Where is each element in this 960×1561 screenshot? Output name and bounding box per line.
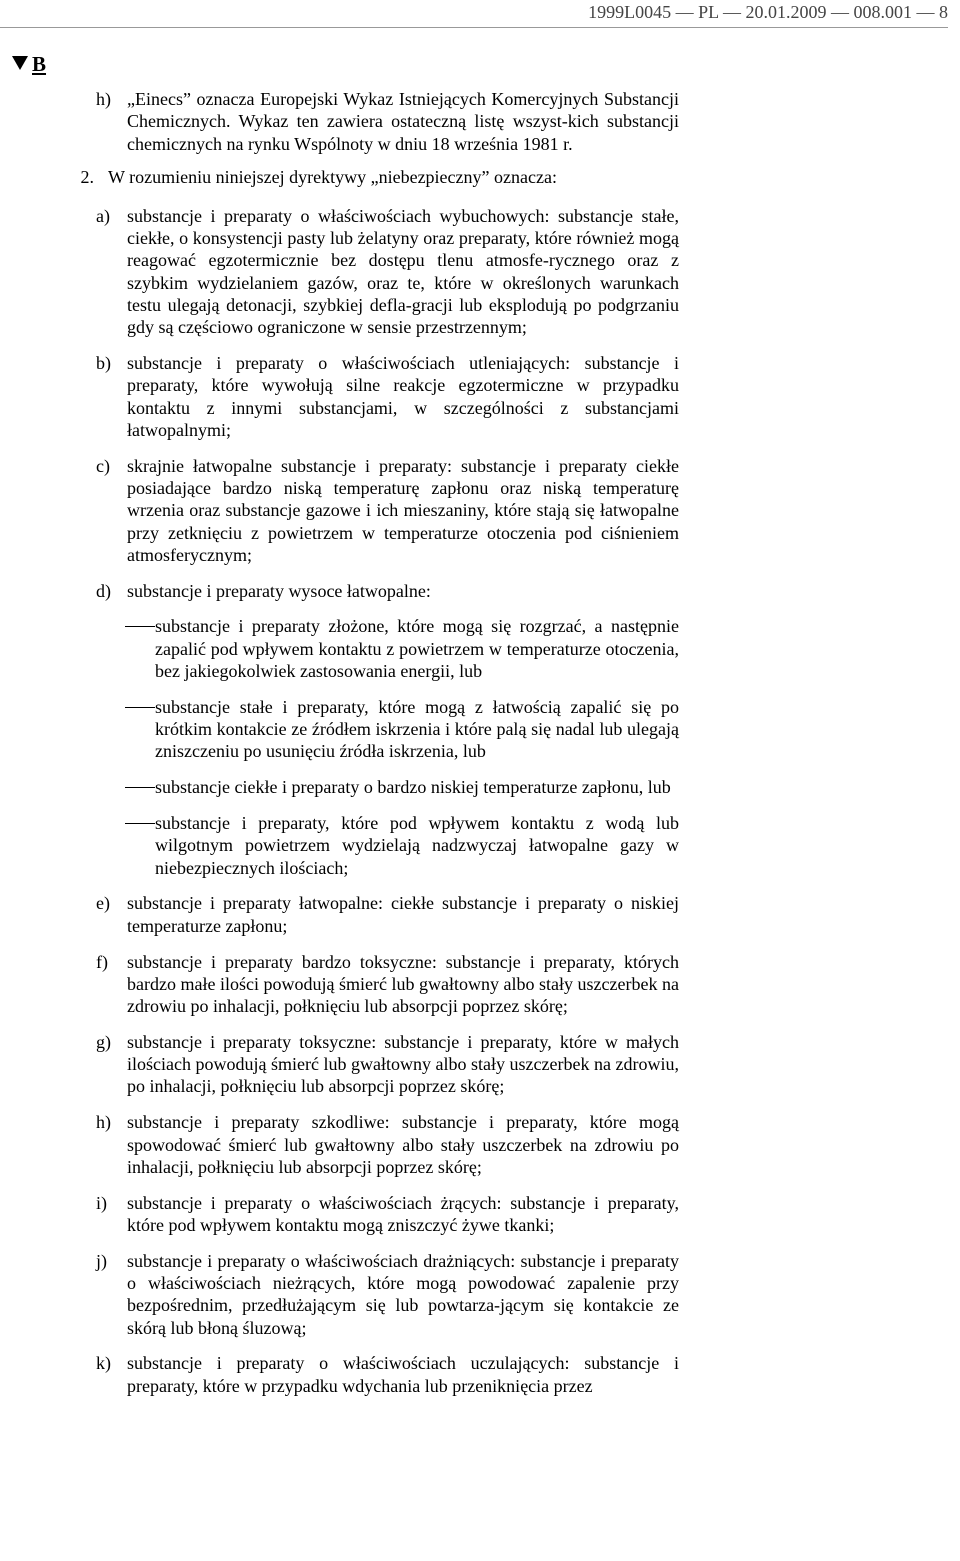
- item-label: i): [96, 1192, 107, 1213]
- definition-item: [96, 352, 679, 441]
- item-label: e): [96, 893, 110, 914]
- item-label: g): [96, 1031, 111, 1052]
- definition-item: [96, 1352, 679, 1397]
- item-text: substancje i preparaty łatwopalne: ciekłe substancje i preparaty o niskiej temperaturze zapłonu;: [127, 893, 679, 936]
- item-label: a): [96, 205, 110, 226]
- definition-item: [96, 580, 679, 602]
- definition-item: [96, 88, 679, 155]
- definition-item: [96, 1250, 679, 1339]
- item-text: substancje i preparaty o właściwościach uczulających: substancje i preparaty, które w przypadku wdychania lub przeniknięcia przez: [127, 1353, 679, 1396]
- section-heading: [48, 166, 679, 188]
- item-text: skrajnie łatwopalne substancje i preparaty: substancje i preparaty ciekłe posiadające bardzo niską temperaturę zapłonu oraz niską temperaturę wrzenia oraz substancje gazowe i ich mieszaniny, które stają się łatwopalne przy zetknięciu z powietrzem w temperaturze otoczenia pod ciśnieniem atmosferycznym;: [127, 455, 679, 565]
- item-text: substancje i preparaty o właściwościach utleniających: substancje i preparaty, które wywołują silne reakcje egzotermiczne w przypadku kontaktu z innymi substancjami, w szczególności z substancjami łatwopalnymi;: [127, 352, 679, 440]
- dash-item: [125, 812, 679, 879]
- definition-item: [96, 205, 679, 339]
- definition-item: [96, 892, 679, 937]
- document-reference: 1999L0045 — PL — 20.01.2009 — 008.001 — 8: [588, 2, 948, 22]
- item-label: k): [96, 1353, 111, 1374]
- item-label: h): [96, 89, 111, 109]
- em-dash: [125, 787, 155, 788]
- item-label: c): [96, 455, 110, 476]
- document-header: [0, 2, 948, 28]
- item-label: f): [96, 951, 108, 972]
- em-dash: [125, 823, 155, 824]
- definition-item: [96, 455, 679, 566]
- amendment-marker: [12, 52, 46, 77]
- definition-item: [96, 1111, 679, 1178]
- dash-item: [125, 615, 679, 682]
- item-text: substancje i preparaty wysoce łatwopalne:: [127, 580, 431, 601]
- dash-item: [125, 776, 679, 798]
- item-text: substancje i preparaty toksyczne: substancje i preparaty, które w małych ilościach powodują śmierć lub gwałtowny albo stały uszczerbek na zdrowiu, po inhalacji, połknięciu lub absorpcji poprzez skórę;: [127, 1031, 679, 1097]
- item-label: d): [96, 580, 111, 601]
- item-text: substancje i preparaty szkodliwe: substancje i preparaty, które mogą spowodować śmierć lub gwałtowny albo stały uszczerbek na zdrowiu po inhalacji, połknięciu lub absorpcji poprzez skórę;: [127, 1112, 679, 1177]
- item-label: h): [96, 1112, 111, 1133]
- item-label: j): [96, 1250, 107, 1271]
- definition-item: [96, 1031, 679, 1098]
- document-body: [80, 88, 679, 1411]
- item-text: substancje i preparaty o właściwościach wybuchowych: substancje stałe, ciekłe, o konsystencji pasty lub żelatyny oraz preparaty, które również mogą reagować egzotermicznie bez dostępu tlenu atmosfe-rycznego oraz z szybkim wydzielaniem gazów, oraz te, które w określonych warunkach testu ulegają detonacji, szybkiej defla-gracji lub eksplodują po podgrzaniu gdy są częściowo ograniczone w sensie przestrzennym;: [127, 205, 679, 338]
- item-label: b): [96, 352, 111, 373]
- item-text: „Einecs” oznacza Europejski Wykaz Istniejących Komercyjnych Substancji Chemicznych. Wykaz ten zawiera ostateczną listę wszyst-kich substancji chemicznych na rynku Wspólnoty w dniu 18 września 1981 r.: [127, 89, 679, 154]
- dash-text: substancje stałe i preparaty, które mogą z łatwością zapalić się po krótkim kontakcie ze źródłem iskrzenia i które palą się nadal lub ulegają zniszczeniu po usunięciu źródła iskrzenia, lub: [155, 696, 679, 762]
- triangle-down-icon: [12, 56, 28, 70]
- amendment-code: B: [32, 52, 47, 76]
- item-text: substancje i preparaty o właściwościach żrących: substancje i preparaty, które pod wpływem kontaktu mogą zniszczyć żywe tkanki;: [127, 1192, 679, 1235]
- dash-text: substancje i preparaty, które pod wpływem kontaktu z wodą lub wilgotnym powietrzem wydzielają nadzwyczaj łatwopalne gazy w niebezpiecznych ilościach;: [155, 813, 679, 878]
- dash-item: [125, 696, 679, 763]
- em-dash: [125, 626, 155, 627]
- definition-item: [96, 951, 679, 1018]
- definition-item: [96, 1192, 679, 1237]
- section-text: W rozumieniu niniejszej dyrektywy „niebezpieczny” oznacza:: [108, 167, 557, 188]
- em-dash: [125, 707, 155, 708]
- item-text: substancje i preparaty bardzo toksyczne: substancje i preparaty, których bardzo małe ilości powodują śmierć lub gwałtowny albo stały uszczerbek na zdrowiu po inhalacji, połknięciu lub absorpcji poprzez skórę;: [127, 951, 679, 1017]
- dash-text: substancje i preparaty złożone, które mogą się rozgrzać, a następnie zapalić pod wpływem kontaktu z powietrzem w temperaturze otoczenia, bez jakiegokolwiek zastosowania energii, lub: [155, 616, 679, 682]
- section-number: 2.: [80, 167, 94, 188]
- item-text: substancje i preparaty o właściwościach drażniących: substancje i preparaty o właściwościach nieżrących, które mogą powodować zapalenie przy bezpośrednim, przedłużającym się lub powtarza-jącym się kontakcie ze skórą lub błoną śluzową;: [127, 1250, 679, 1338]
- dash-text: substancje ciekłe i preparaty o bardzo niskiej temperaturze zapłonu, lub: [155, 777, 671, 798]
